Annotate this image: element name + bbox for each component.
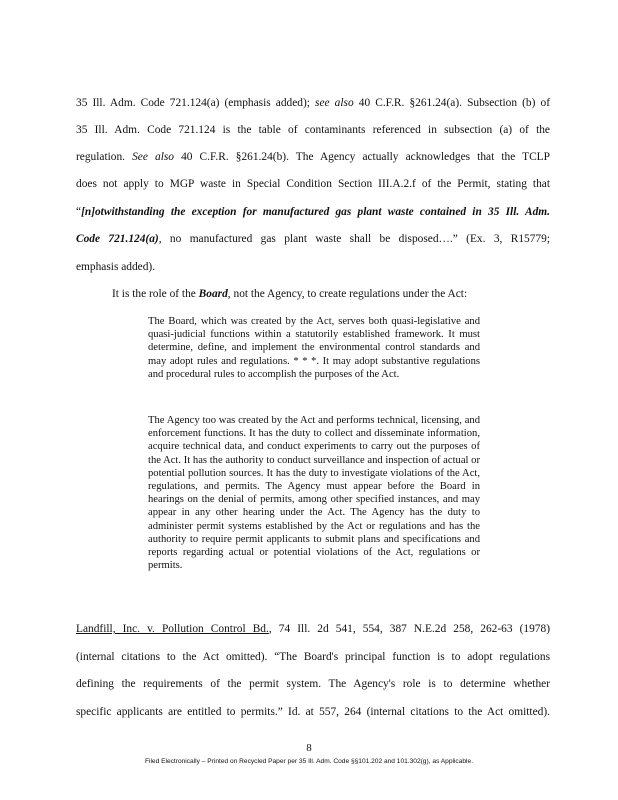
citation-line-3: defining the requirements of the permit system. The Agency's role is to determine whether — [76, 678, 550, 690]
citation-line-2: (internal citations to the Act omitted). “The Board's principal function is to adopt regulations — [76, 651, 550, 663]
intro-line: It is the role of the Board, not the Agency, to create regulations under the Act: — [112, 288, 468, 300]
block-quote-paragraph-1: The Board, which was created by the Act, serves both quasi-legislative and quasi-judicial functions within a statutorily established framework. It must determine, define, and implement the environmental control standards and may adopt rules and regulations. * * *. It may adopt substantive regulations and procedural rules to accomplish the purposes of the Act. — [148, 316, 480, 380]
block-quote-paragraph-2: The Agency too was created by the Act and performs technical, licensing, and enforcement functions. It has the duty to collect and disseminate information, acquire technical data, and conduct experiments to carry out the purposes of the Act. It has the authority to conduct surveillance and inspection of actual or potential pollution sources. It has the duty to investigate violations of the Act, regulations, and permits. The Agency must appear before the Board in hearings on the denial of permits, among other specified instances, and may appear in any other hearing under the Act. The Agency has the duty to administer permit systems established by the Act or regulations and has the authority to require permit applicants to submit plans and specifications and reports regarding actual or potential violations of the Act, regulations or permits. — [148, 415, 480, 572]
body-line-1: 35 Ill. Adm. Code 721.124(a) (emphasis added); see also 40 C.F.R. §261.24(a). Subsection (b) of — [76, 97, 551, 109]
page-number: 8 — [306, 742, 312, 754]
body-line-3: regulation. See also 40 C.F.R. §261.24(b). The Agency actually acknowledges that the TCLP — [76, 151, 550, 163]
citation-line-4: specific applicants are entitled to permits.” Id. at 557, 264 (internal citations to the Act omitted). — [76, 706, 550, 718]
body-line-5: “[n]otwithstanding the exception for manufactured gas plant waste contained in 35 Ill. Adm. — [76, 206, 550, 218]
body-line-6: Code 721.124(a), no manufactured gas plant waste shall be disposed….” (Ex. 3, R15779; — [76, 233, 550, 245]
footer-note: Filed Electronically – Printed on Recycled Paper per 35 Ill. Adm. Code §§101.202 and 101.302(g), as Applicable. — [144, 758, 474, 765]
body-line-7: emphasis added). — [76, 261, 156, 273]
citation-line-1: Landfill, Inc. v. Pollution Control Bd., 74 Ill. 2d 541, 554, 387 N.E.2d 258, 262-63 (1978) — [76, 623, 550, 635]
body-line-4: does not apply to MGP waste in Special Condition Section III.A.2.f of the Permit, stating that — [76, 178, 550, 190]
body-line-2: 35 Ill. Adm. Code 721.124 is the table of contaminants referenced in subsection (a) of the — [76, 124, 550, 136]
case-name: Landfill, Inc. v. Pollution Control Bd. — [76, 623, 269, 635]
